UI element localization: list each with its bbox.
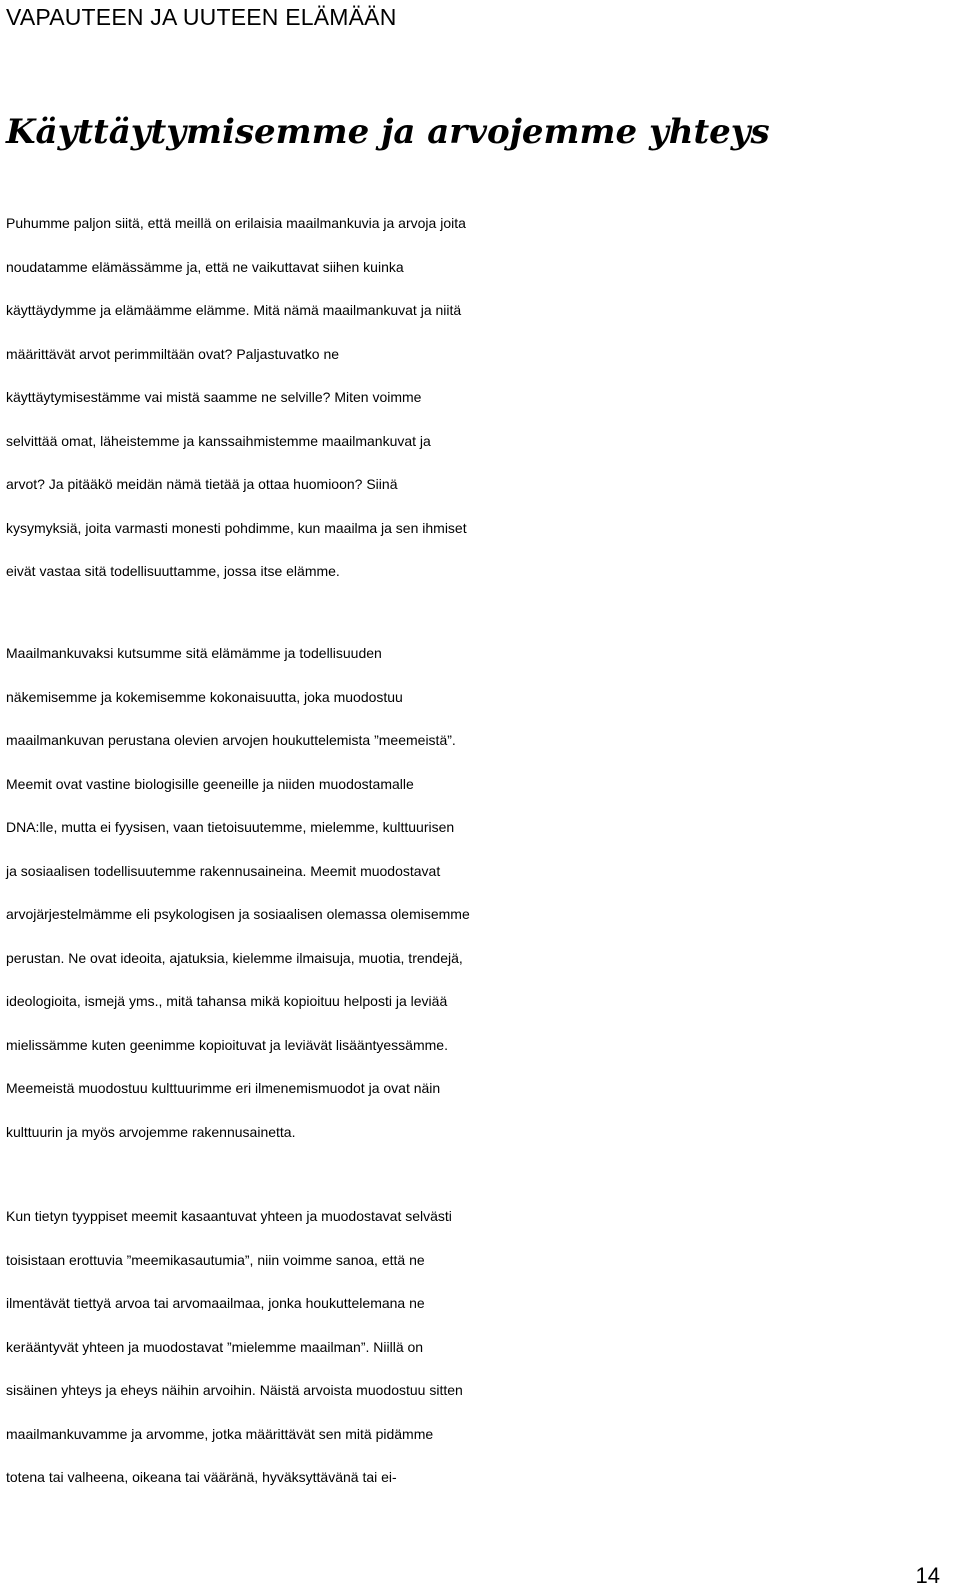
paragraph-line: totena tai valheena, oikeana tai vääränä, hyväksyttävänä tai ei-: [6, 1469, 397, 1485]
paragraph-1: [6, 202, 956, 594]
paragraph-line: ja sosiaalisen todellisuutemme rakennusaineina. Meemit muodostavat: [6, 862, 441, 879]
paragraph-line: maailmankuvan perustana olevien arvojen houkuttelemista ”meemeistä”.: [6, 732, 456, 748]
paragraph-line: kulttuurin ja myös arvojemme rakennusainetta.: [6, 1123, 296, 1140]
paragraph-line: Puhumme paljon siitä, että meillä on erilaisia maailmankuvia ja arvoja joita: [6, 215, 466, 231]
paragraph-line: Meemit ovat vastine biologisille geeneille ja niiden muodostamalle: [6, 775, 414, 792]
paragraph-line: toisistaan erottuvia ”meemikasautumia”, niin voimme sanoa, että ne: [6, 1251, 425, 1268]
running-header: VAPAUTEEN JA UUTEEN ELÄMÄÄN: [6, 4, 397, 30]
paragraph-line: mielissämme kuten geenimme kopioituvat ja leviävät lisääntyessämme.: [6, 1036, 448, 1053]
paragraph-line: Meemeistä muodostuu kulttuurimme eri ilmenemismuodot ja ovat näin: [6, 1080, 441, 1096]
paragraph-line: arvojärjestelmämme eli psykologisen ja sosiaalisen olemassa olemisemme: [6, 906, 470, 922]
page-number: 14: [915, 1563, 940, 1588]
paragraph-line: arvot? Ja pitääkö meidän nämä tietää ja ottaa huomioon? Siinä: [6, 476, 398, 492]
paragraph-3: [6, 1195, 956, 1500]
paragraph-line: eivät vastaa sitä todellisuuttamme, jossa itse elämme.: [6, 563, 340, 579]
paragraph-line: kysymyksiä, joita varmasti monesti pohdimme, kun maailma ja sen ihmiset: [6, 519, 467, 536]
paragraph-line: selvittää omat, läheistemme ja kanssaihmistemme maailmankuvat ja: [6, 432, 431, 449]
paragraph-line: perustan. Ne ovat ideoita, ajatuksia, kielemme ilmaisuja, muotia, trendejä,: [6, 949, 463, 966]
paragraph-line: määrittävät arvot perimmiltään ovat? Paljastuvatko ne: [6, 345, 340, 362]
paragraph-line: maailmankuvamme ja arvomme, jotka määrittävät sen mitä pidämme: [6, 1425, 434, 1442]
paragraph-line: Maailmankuvaksi kutsumme sitä elämämme ja todellisuuden: [6, 645, 382, 661]
paragraph-line: käyttäydymme ja elämäämme elämme. Mitä nämä maailmankuvat ja niitä: [6, 302, 462, 318]
paragraph-line: käyttäytymisestämme vai mistä saamme ne selville? Miten voimme: [6, 389, 422, 405]
paragraph-line: noudatamme elämässämme ja, että ne vaikuttavat siihen kuinka: [6, 258, 404, 275]
paragraph-line: kerääntyvät yhteen ja muodostavat ”mielemme maailman”. Niillä on: [6, 1338, 424, 1355]
paragraph-2: [6, 632, 956, 1154]
paragraph-line: näkemisemme ja kokemisemme kokonaisuutta, joka muodostuu: [6, 688, 403, 705]
paragraph-line: ideologioita, ismejä yms., mitä tahansa mikä kopioituu helposti ja leviää: [6, 993, 448, 1009]
paragraph-line: Kun tietyn tyyppiset meemit kasaantuvat yhteen ja muodostavat selvästi: [6, 1208, 452, 1224]
paragraph-line: sisäinen yhteys ja eheys näihin arvoihin. Näistä arvoista muodostuu sitten: [6, 1382, 463, 1398]
paragraph-line: DNA:lle, mutta ei fyysisen, vaan tietoisuutemme, mielemme, kulttuurisen: [6, 819, 455, 835]
paragraph-line: ilmentävät tiettyä arvoa tai arvomaailmaa, jonka houkuttelemana ne: [6, 1295, 425, 1311]
document-title: Käyttäytymisemme ja arvojemme yhteys: [6, 112, 770, 152]
